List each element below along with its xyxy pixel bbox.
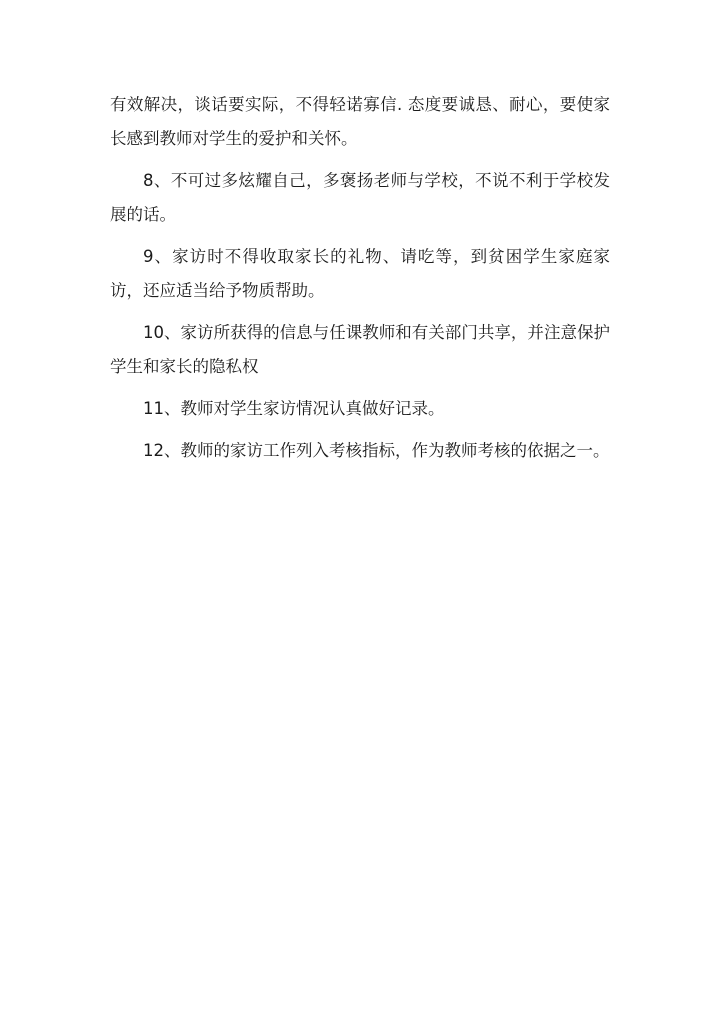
paragraph-continued: 有效解决，谈话要实际，不得轻诺寡信. 态度要诚恳、耐心，要使家长感到教师对学生的爱护和关怀。 bbox=[110, 95, 610, 148]
document-body bbox=[110, 88, 610, 476]
paragraph-item-10: 10、家访所获得的信息与任课教师和有关部门共享，并注意保护学生和家长的隐私权 bbox=[110, 323, 610, 376]
paragraph-item-8: 8、不可过多炫耀自己，多褒扬老师与学校，不说不利于学校发展的话。 bbox=[110, 171, 610, 224]
paragraph-item-12: 12、教师的家访工作列入考核指标，作为教师考核的依据之一。 bbox=[143, 441, 610, 460]
paragraph-item-9: 9、家访时不得收取家长的礼物、请吃等，到贫困学生家庭家访，还应适当给予物质帮助。 bbox=[110, 247, 610, 300]
paragraph-item-11: 11、教师对学生家访情况认真做好记录。 bbox=[143, 399, 445, 418]
